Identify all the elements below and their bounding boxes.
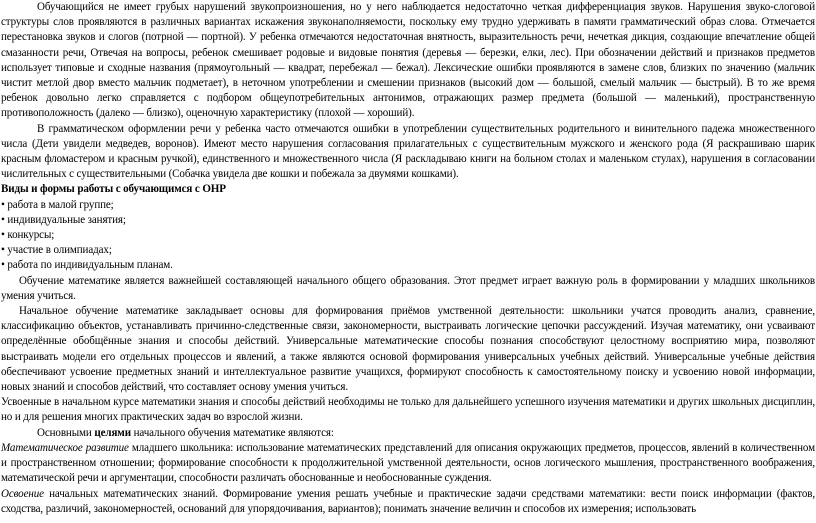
goals-intro-after: начального обучения математике являются: bbox=[130, 426, 334, 439]
work-forms-list bbox=[1, 198, 815, 274]
list-item: • конкурсы; bbox=[1, 229, 55, 242]
list-item: • работа по индивидуальным планам. bbox=[1, 259, 173, 272]
paragraph-goals-intro bbox=[1, 426, 815, 441]
goal-development-text: младшего школьника: использование математических представлений для описания окружающих предметов, процессов, явлений в количественном и пространственном отношении; формирование способности к продолжительной умственной деятельности, основ логического мышления, пространственного воображения, математической речи и аргументации, способности различать обоснованные и необоснованные суждения. bbox=[1, 441, 815, 485]
goals-keyword: целями bbox=[94, 426, 131, 439]
paragraph-speech-features: Обучающийся не имеет грубых нарушений звукопроизношения, но у него наблюдается недостаточно четкая дифференциация звуков. Нарушения звуко-слоговой структуры слов проявляются в различных вариантах искажения звуконаполняемости, поскольку ему трудно удерживать в памяти грамматический образ слова. Отмечается перестановка звуков и слогов (потрной — портной). У ребенка отмечаются недостаточная внятность, выразительность речи, нечеткая дикция, создающие впечатление общей смазанности речи, Отвечая на вопросы, ребенок смешивает родовые и видовые понятия (деревья — березки, елки, лес). При обозначении действий и признаков предметов использует типовые и сходные названия (прямоугольный — квадрат, перебежал — бежал). Лексические ошибки проявляются в замене слов, близких по значению (мальчик чистит метлой двор вместо мальчик подметает), в неточном употреблении и смешении признаков (высокий дом — большой, смелый мальчик — быстрый). В то же время ребенок довольно легко справляется с подбором общеупотребительных антонимов, отражающих размер предмета (большой — маленький), пространственную противоположность (далеко — близко), оценочную характеристику (плохой — хороший). bbox=[1, 1, 815, 120]
goals-intro-before: Основными bbox=[37, 426, 95, 439]
paragraph-math-importance: Обучение математике является важнейшей составляющей начального общего образования. Этот предмет играет важную роль в формировании у младших школьников умения учиться. bbox=[1, 274, 815, 302]
paragraph-grammar-errors: В грамматическом оформлении речи у ребенка часто отмечаются ошибки в употреблении существительных родительного и винительного падежа множественного числа (Дети увидели медведев, воронов). Имеют место нарушения согласования прилагательных с существительным мужского и женского рода (Я раскрашиваю шарик красным фломастером и красным ручкой), единственного и множественного числа (Я раскладываю книги на больном столах и маленьком стулах), нарушения в согласовании числительных с существительными (Собачка увидела две кошки и побежала за двумями кошками). bbox=[1, 122, 815, 181]
paragraph-goal-mastery bbox=[1, 487, 815, 517]
goal-mastery-text: начальных математических знаний. Формирование умения решать учебные и практические задачи средствами математики: вести поиск информации (фактов, сходства, различий, закономерностей, оснований для упорядочивания, вариантов); понимать значение величин и способов их измерения; использовать bbox=[1, 487, 815, 515]
section-heading: Виды и формы работы с обучающимся с ОНР bbox=[1, 183, 226, 196]
paragraph-math-foundations: Начальное обучение математике закладывает основы для формирования приёмов умственной деятельности: школьники учатся проводить анализ, сравнение, классификацию объектов, устанавливать причинно-следственные связи, закономерности, выстраивать логические цепочки рассуждений. Изучая математику, они усваивают определённые обобщённые знания и способы действий. Универсальные математические способы познания способствуют целостному восприятию мира, позволяют выстраивать модели его отдельных процессов и явлений, а также являются основой формирования универсальных учебных действий. Универсальные учебные действия обеспечивают усвоение предметных знаний и интеллектуальное развитие учащихся, формируют способность к самостоятельному поиску и усвоению новой информации, новых знаний и способов действий, что составляет основу умения учиться. bbox=[1, 305, 815, 394]
list-item: • индивидуальные занятия; bbox=[1, 213, 126, 226]
paragraph-math-knowledge: Усвоенные в начальном курсе математики знания и способы действий необходимы не только для дальнейшего успешного изучения математики и других школьных дисциплин, но и для решения многих практических задач во взрослой жизни. bbox=[1, 396, 815, 424]
paragraph-goal-development bbox=[1, 441, 815, 487]
goal-mastery-term: Освоение bbox=[1, 487, 44, 500]
goal-development-term: Математическое развитие bbox=[1, 441, 129, 454]
list-item: • работа в малой группе; bbox=[1, 198, 114, 211]
list-item: • участие в олимпиадах; bbox=[1, 244, 112, 257]
